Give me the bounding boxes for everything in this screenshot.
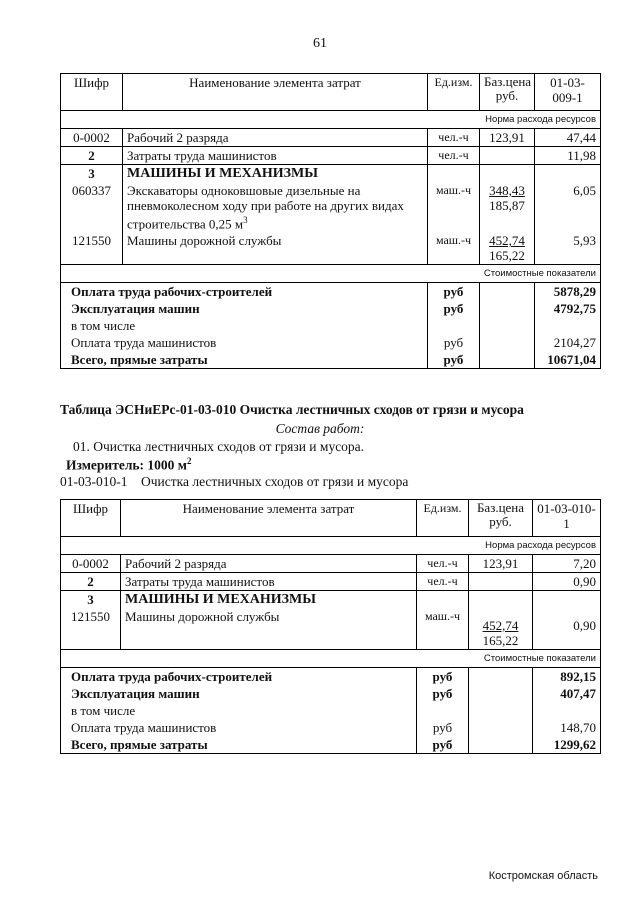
table-row: 060337 Экскаваторы одноковшовые дизельные на пневмоколесном ходу при работе на других видах строительства 0,25 $м^3$ маш.-ч 348,43 185,87 6,05 [61,182,601,232]
table-row: 0-0002 Рабочий 2 разряда чел.-ч 123,91 7,20 [61,555,601,573]
total-row: Оплата труда рабочих-строителей руб 5878,29 [61,283,601,301]
header-name: Наименование элемента затрат [121,500,417,537]
cost-subheader: Стоимостные показатели [61,265,601,283]
header-table-code: 01-03-009-1 [535,74,601,111]
total-row: Оплата труда рабочих-строителей руб 892,15 [61,668,601,686]
total-row: Эксплуатация машин руб 4792,75 [61,300,601,317]
work-item: 01. Очистка лестничных сходов от грязи и мусора. [73,439,365,454]
table-row: 3 МАШИНЫ И МЕХАНИЗМЫ [61,591,601,609]
table-title: Таблица ЭСНиЕРс-01-03-010 Очистка лестничных сходов от грязи и мусора [60,402,524,417]
resource-table-1 [60,73,601,369]
total-row: Оплата труда машинистов руб 148,70 [61,719,601,736]
table-row: 121550 Машины дорожной службы маш.-ч 452,74 165,22 5,93 [61,232,601,265]
total-row: в том числе [61,317,601,334]
table-header [61,74,601,111]
cost-subheader: Стоимостные показатели [61,650,601,668]
norm-subheader: Норма расхода ресурсов [61,111,601,129]
total-row: Эксплуатация машин руб 407,47 [61,685,601,702]
total-row: Всего, прямые затраты руб 10671,04 [61,351,601,369]
table-row: 2 Затраты труда машинистов чел.-ч 11,98 [61,147,601,165]
header-name: Наименование элемента затрат [123,74,428,111]
work-composition-title: Состав работ: [275,421,365,436]
resource-table-2 [60,499,601,754]
header-unit: Ед.изм. [428,74,480,111]
header-base-price: Баз.цена руб. [480,74,535,111]
machine-name: Экскаваторы одноковшовые дизельные на пневмоколесном ходу при работе на других видах строительства 0,25 $м^3$ [123,182,428,232]
total-row: Всего, прямые затраты руб 1299,62 [61,736,601,754]
total-row: в том числе [61,702,601,719]
table-row: 0-0002 Рабочий 2 разряда чел.-ч 123,91 47,44 [61,129,601,147]
table-header [61,500,601,537]
table-row: 3 МАШИНЫ И МЕХАНИЗМЫ [61,165,601,183]
header-code: Шифр [61,74,123,111]
header-unit: Ед.изм. [417,500,469,537]
header-table-code: 01-03-010-1 [533,500,601,537]
header-base-price: Баз.цена руб. [469,500,533,537]
table-row: 2 Затраты труда машинистов чел.-ч 0,90 [61,573,601,591]
page-number: 61 [313,36,327,51]
footer-region: Костромская область [488,870,598,882]
total-row: Оплата труда машинистов руб 2104,27 [61,334,601,351]
norm-subheader: Норма расхода ресурсов [61,537,601,555]
header-code: Шифр [61,500,121,537]
table-row: 121550 Машины дорожной службы маш.-ч 452,74 165,22 0,90 [61,608,601,650]
meter: Измеритель: 1000 $м^2$ [66,456,192,473]
item-code: 01-03-010-1 Очистка лестничных сходов от грязи и мусора [60,474,409,489]
